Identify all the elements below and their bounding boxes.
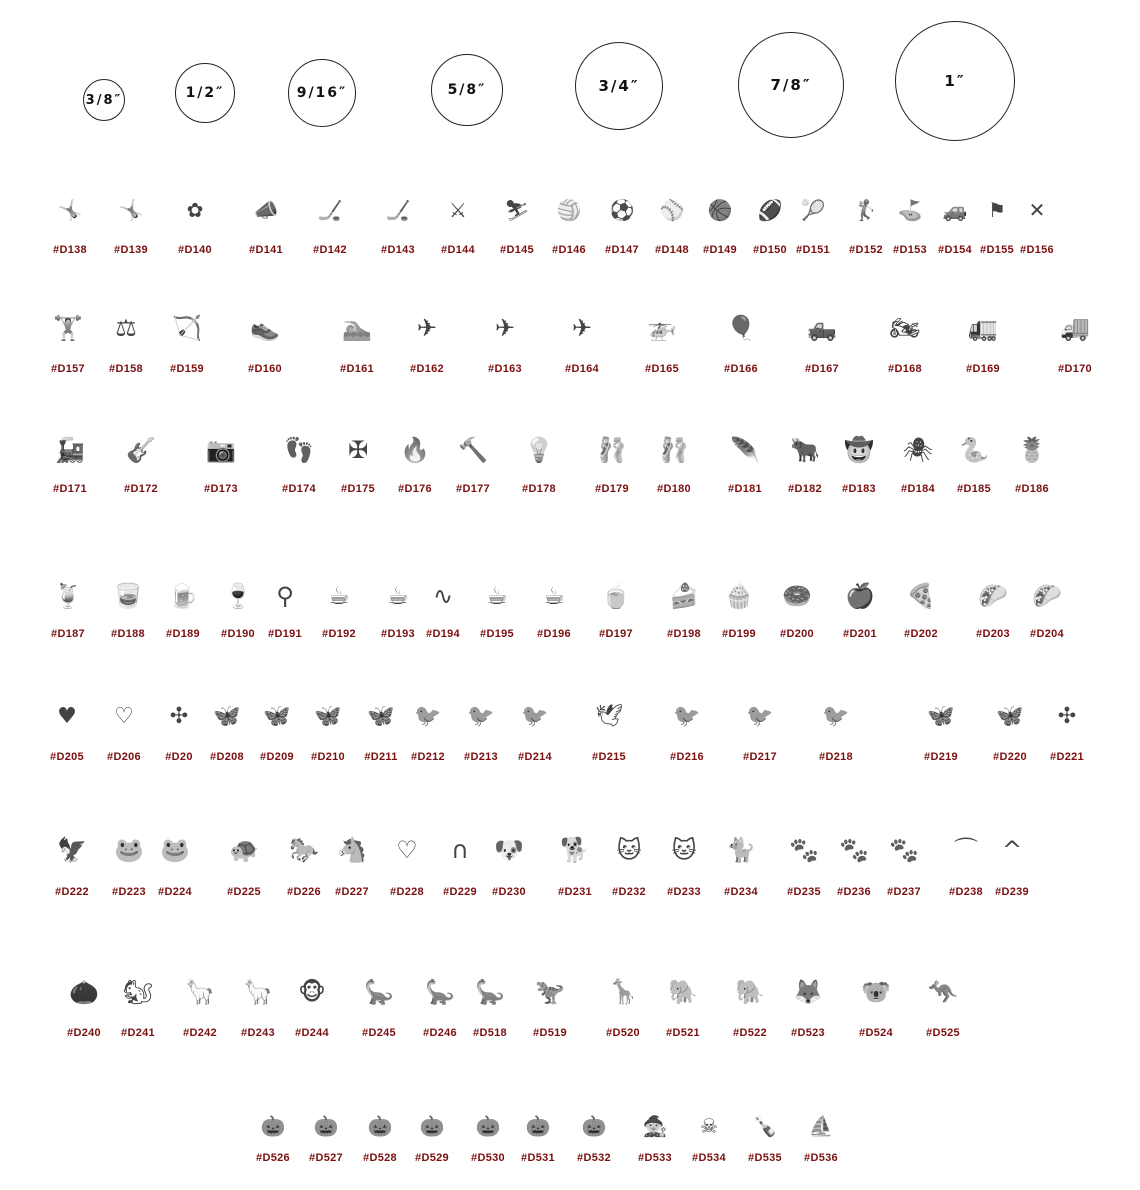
size-circle: 3/8″: [83, 79, 125, 121]
paw-print-icon: 🐾: [789, 836, 819, 864]
butterfly-icon: 🦋: [367, 704, 395, 729]
design-code-label: #D169: [966, 363, 1000, 375]
butterfly-icon: 🦋: [213, 704, 241, 729]
bull-skull-icon: 🐂: [790, 436, 820, 464]
design-code-label: #D210: [311, 751, 345, 763]
design-code-label: #D162: [410, 363, 444, 375]
design-code-label: #D174: [282, 483, 316, 495]
dinosaur-icon: 🦕: [364, 978, 394, 1006]
lacrosse-sticks-icon: ⚔: [449, 198, 467, 222]
stegosaurus-icon: 🦕: [425, 978, 455, 1006]
design-code-label: #D184: [901, 483, 935, 495]
pizza-slice-icon: 🍕: [906, 582, 936, 610]
bird-icon: 🐦: [822, 704, 850, 729]
squirrel-icon: 🐿: [122, 978, 154, 1006]
design-code-label: #D241: [121, 1027, 155, 1039]
design-code-label: #D147: [605, 244, 639, 256]
paw-print-icon: 🐾: [839, 836, 869, 864]
design-code-label: #D179: [595, 483, 629, 495]
design-code-label: #D177: [456, 483, 490, 495]
design-code-label: #D145: [500, 244, 534, 256]
size-circle: 9/16″: [288, 59, 356, 127]
puppy-icon: 🐕: [560, 836, 590, 864]
design-code-label: #D233: [667, 886, 701, 898]
bird-icon: 🐦: [673, 704, 701, 729]
design-code-label: #D157: [51, 363, 85, 375]
design-code-label: #D198: [667, 628, 701, 640]
frog-icon: 🐸: [114, 836, 144, 864]
design-code-label: #D216: [670, 751, 704, 763]
design-code-label: #D181: [728, 483, 762, 495]
dragonfly-icon: ✣: [169, 704, 189, 729]
koala-icon: 🐨: [861, 978, 891, 1006]
witch-hat-icon: 🧙: [642, 1114, 668, 1138]
design-code-label: #D153: [893, 244, 927, 256]
hockey-sticks-icon: 🏒: [385, 198, 411, 222]
design-code-label: #D194: [426, 628, 460, 640]
design-code-label: #D180: [657, 483, 691, 495]
pineapple-icon: 🍍: [1017, 436, 1047, 464]
design-code-label: #D520: [606, 1027, 640, 1039]
design-code-label: #D182: [788, 483, 822, 495]
design-code-label: #D222: [55, 886, 89, 898]
design-code-label: #D148: [655, 244, 689, 256]
jack-o-lantern-icon: 🎃: [525, 1114, 551, 1138]
monkey-icon: 🐵: [298, 978, 326, 1006]
bird-icon: 🐦: [746, 704, 774, 729]
design-code-label: #D167: [805, 363, 839, 375]
design-code-label: #D144: [441, 244, 475, 256]
running-horse-icon: 🐎: [289, 836, 319, 864]
tanker-truck-icon: 🚚: [1060, 314, 1090, 342]
fire-badge-icon: ✠: [347, 436, 369, 464]
design-code-label: #D526: [256, 1152, 290, 1164]
design-code-label: #D532: [577, 1152, 611, 1164]
design-code-label: #D191: [268, 628, 302, 640]
design-code-label: #D199: [722, 628, 756, 640]
horse-heart-icon: ♡: [396, 836, 418, 864]
design-code-label: #D192: [322, 628, 356, 640]
design-code-label: #D172: [124, 483, 158, 495]
baseball-icon: ⚾: [659, 198, 685, 222]
steaming-mug-icon: ☕: [486, 582, 508, 610]
dinosaur-icon: 🦕: [475, 978, 505, 1006]
size-circle: 7/8″: [738, 32, 844, 138]
ballet-shoes-icon: 🩰: [597, 436, 627, 464]
design-code-label: #D521: [666, 1027, 700, 1039]
design-code-label: #D237: [887, 886, 921, 898]
design-code-label: #D524: [859, 1027, 893, 1039]
cowboy-hat-icon: 🤠: [844, 436, 874, 464]
design-code-label: #D243: [241, 1027, 275, 1039]
design-code-label: #D229: [443, 886, 477, 898]
snake-icon: 🐍: [959, 436, 989, 464]
design-code-label: #D214: [518, 751, 552, 763]
gymnast-icon: 🤸: [57, 198, 83, 222]
design-code-label: #D138: [53, 244, 87, 256]
dotted-heart-icon: ♡: [114, 704, 134, 729]
design-code-label: #D223: [112, 886, 146, 898]
llama-icon: 🦙: [243, 978, 273, 1006]
design-code-label: #D209: [260, 751, 294, 763]
coffee-cup-icon: ☕: [328, 582, 350, 610]
corkscrew-icon: ⚲: [276, 582, 294, 610]
wine-glass-icon: 🍷: [223, 582, 253, 610]
jet-icon: ✈: [571, 314, 593, 342]
steam-icon: ∿: [432, 582, 454, 610]
design-code-label: #D220: [993, 751, 1027, 763]
design-code-label: #D531: [521, 1152, 555, 1164]
design-code-label: #D213: [464, 751, 498, 763]
design-code-label: #D143: [381, 244, 415, 256]
pumpkin-icon: 🎃: [260, 1114, 286, 1138]
design-code-label: #D202: [904, 628, 938, 640]
cheerleader-icon: 🤸: [118, 198, 144, 222]
design-code-label: #D168: [888, 363, 922, 375]
design-code-label: #D140: [178, 244, 212, 256]
small-plane-icon: ✈: [494, 314, 516, 342]
bottle-icon: 🍾: [752, 1114, 778, 1138]
design-code-label: #D170: [1058, 363, 1092, 375]
design-code-label: #D234: [724, 886, 758, 898]
fox-icon: 🦊: [793, 978, 823, 1006]
design-code-label: #D218: [819, 751, 853, 763]
pom-pom-icon: ✿: [186, 198, 204, 222]
basketball-icon: 🏀: [707, 198, 733, 222]
design-code-label: #D187: [51, 628, 85, 640]
donut-icon: 🍩: [782, 582, 812, 610]
hummingbird-icon: 🐦: [467, 704, 495, 729]
design-code-label: #D160: [248, 363, 282, 375]
bow-arrow-icon: 🏹: [172, 314, 202, 342]
heart-mug-icon: ☕: [387, 582, 409, 610]
design-code-label: #D523: [791, 1027, 825, 1039]
tennis-racket-icon: 🎾: [800, 198, 826, 222]
golf-flag-icon: ⚑: [988, 198, 1006, 222]
design-code-label: #D246: [423, 1027, 457, 1039]
size-circle: 3/4″: [575, 42, 663, 130]
design-code-label: #D533: [638, 1152, 672, 1164]
volleyball-icon: 🏐: [556, 198, 582, 222]
design-code-label: #D240: [67, 1027, 101, 1039]
design-code-label: #D236: [837, 886, 871, 898]
design-code-label: #D534: [692, 1152, 726, 1164]
dog-face-icon: 🐶: [494, 836, 524, 864]
design-code-label: #D536: [804, 1152, 838, 1164]
design-code-label: #D203: [976, 628, 1010, 640]
design-code-label: #D163: [488, 363, 522, 375]
taco-icon: 🌮: [978, 582, 1008, 610]
design-code-label: #D519: [533, 1027, 567, 1039]
design-code-label: #D215: [592, 751, 626, 763]
pirate-ship-icon: ⛵: [808, 1114, 834, 1138]
design-code-label: #D152: [849, 244, 883, 256]
design-code-label: #D175: [341, 483, 375, 495]
design-code-label: #D188: [111, 628, 145, 640]
design-code-label: #D146: [552, 244, 586, 256]
design-code-label: #D518: [473, 1027, 507, 1039]
design-code-label: #D244: [295, 1027, 329, 1039]
design-code-label: #D530: [471, 1152, 505, 1164]
design-code-label: #D217: [743, 751, 777, 763]
tea-bag-icon: 🍵: [601, 582, 631, 610]
design-code-label: #D171: [53, 483, 87, 495]
acorn-icon: 🌰: [69, 978, 99, 1006]
design-code-label: #D225: [227, 886, 261, 898]
design-code-label: #D190: [221, 628, 255, 640]
design-code-label: #D189: [166, 628, 200, 640]
design-code-label: #D195: [480, 628, 514, 640]
design-code-label: #D150: [753, 244, 787, 256]
design-code-label: #D176: [398, 483, 432, 495]
golf-club-icon: 🏌: [853, 198, 879, 222]
design-code-label: #D151: [796, 244, 830, 256]
design-code-label: #D196: [537, 628, 571, 640]
design-code-label: #D527: [309, 1152, 343, 1164]
design-code-label: #D219: [924, 751, 958, 763]
jack-o-lantern-icon: 🎃: [475, 1114, 501, 1138]
design-code-label: #D238: [949, 886, 983, 898]
design-code-label: #D141: [249, 244, 283, 256]
design-code-label: #D156: [1020, 244, 1054, 256]
cupcake-icon: 🧁: [724, 582, 754, 610]
beer-mug-icon: 🍺: [168, 582, 198, 610]
size-circle: 5/8″: [431, 54, 503, 126]
design-code-label: #D154: [938, 244, 972, 256]
heart-butterfly-icon: 🦋: [263, 704, 291, 729]
paw-heart-icon: 🐾: [889, 836, 919, 864]
design-code-label: #D186: [1015, 483, 1049, 495]
design-code-label: #D193: [381, 628, 415, 640]
hummingbird-icon: 🐦: [521, 704, 549, 729]
design-code-label: #D529: [415, 1152, 449, 1164]
design-code-label: #D165: [645, 363, 679, 375]
eagle-head-icon: 🦅: [57, 836, 87, 864]
golf-tees-icon: ✕: [1028, 198, 1046, 222]
hockey-sticks-icon: 🏒: [317, 198, 343, 222]
design-code-label: #D20: [165, 751, 193, 763]
guitar-icon: 🎸: [126, 436, 156, 464]
butterfly-icon: 🦋: [314, 704, 342, 729]
flame-icon: 🔥: [400, 436, 430, 464]
elephant-icon: 🐘: [668, 978, 698, 1006]
airplane-icon: ✈: [416, 314, 438, 342]
shot-glass-icon: 🥃: [113, 582, 143, 610]
pumpkin-small-icon: 🎃: [367, 1114, 393, 1138]
design-code-label: #D164: [565, 363, 599, 375]
giraffe-icon: 🦒: [608, 978, 638, 1006]
design-code-label: #D528: [363, 1152, 397, 1164]
design-code-label: #D211: [364, 751, 398, 763]
elephant-small-icon: 🐘: [735, 978, 765, 1006]
cocktail-icon: 🍹: [53, 582, 83, 610]
camera-icon: 📷: [206, 436, 236, 464]
hot-air-balloon-icon: 🎈: [726, 314, 756, 342]
design-code-label: #D242: [183, 1027, 217, 1039]
design-code-label: #D205: [50, 751, 84, 763]
dragonfly-large-icon: ✣: [1057, 704, 1077, 729]
design-code-label: #D158: [109, 363, 143, 375]
pointe-shoes-icon: 🩰: [659, 436, 689, 464]
skull-crossbones-icon: ☠: [700, 1114, 718, 1138]
design-code-label: #D197: [599, 628, 633, 640]
design-code-label: #D235: [787, 886, 821, 898]
pumpkin-icon: 🎃: [313, 1114, 339, 1138]
design-code-label: #D161: [340, 363, 374, 375]
design-code-label: #D212: [411, 751, 445, 763]
design-code-label: #D149: [703, 244, 737, 256]
design-code-label: #D185: [957, 483, 991, 495]
taco-large-icon: 🌮: [1032, 582, 1062, 610]
pickup-truck-icon: 🛻: [807, 314, 837, 342]
design-code-label: #D245: [362, 1027, 396, 1039]
design-code-label: #D226: [287, 886, 321, 898]
golf-ball-icon: ⛳: [897, 198, 923, 222]
tiny-heart-icon: ♥: [57, 704, 77, 729]
jack-o-lantern-icon: 🎃: [581, 1114, 607, 1138]
football-icon: 🏈: [757, 198, 783, 222]
barbell-icon: 🏋: [53, 314, 83, 342]
design-code-label: #D224: [158, 886, 192, 898]
hammer-icon: 🔨: [458, 436, 488, 464]
design-code-label: #D204: [1030, 628, 1064, 640]
cat-outline-icon: ^: [1001, 836, 1023, 864]
size-circle: 1/2″: [175, 63, 235, 123]
design-code-label: #D525: [926, 1027, 960, 1039]
frog-leaves-icon: 🐸: [160, 836, 190, 864]
cat-face-icon: 🐱: [671, 836, 697, 864]
design-code-label: #D239: [995, 886, 1029, 898]
horseshoe-icon: ∩: [451, 836, 469, 864]
sitting-cat-icon: 🐈: [726, 836, 756, 864]
llama-icon: 🦙: [185, 978, 215, 1006]
horse-head-icon: 🐴: [337, 836, 367, 864]
kangaroo-icon: 🦘: [928, 978, 958, 1006]
cat-face-icon: 🐱: [616, 836, 642, 864]
swimmer-icon: 🏊: [342, 314, 372, 342]
t-rex-icon: 🦖: [535, 978, 565, 1006]
pumpkin-icon: 🎃: [419, 1114, 445, 1138]
design-code-label: #D155: [980, 244, 1014, 256]
helicopter-icon: 🚁: [647, 314, 677, 342]
design-code-label: #D227: [335, 886, 369, 898]
spider-icon: 🕷: [902, 436, 934, 464]
design-code-label: #D231: [558, 886, 592, 898]
semi-truck-icon: 🚛: [968, 314, 998, 342]
cardinal-icon: 🐦: [414, 704, 442, 729]
design-code-label: #D232: [612, 886, 646, 898]
design-code-label: #D206: [107, 751, 141, 763]
megaphone-icon: 📣: [253, 198, 279, 222]
design-code-label: #D201: [843, 628, 877, 640]
golf-cart-icon: 🚙: [942, 198, 968, 222]
semicolon-butterfly-icon: 🦋: [996, 704, 1024, 729]
coffee-cup-small-icon: ☕: [543, 582, 565, 610]
size-circle: 1″: [895, 21, 1015, 141]
design-code-label: #D178: [522, 483, 556, 495]
soccer-ball-icon: ⚽: [609, 198, 635, 222]
butterfly-large-icon: 🦋: [927, 704, 955, 729]
design-code-label: #D200: [780, 628, 814, 640]
train-icon: 🚂: [55, 436, 85, 464]
design-code-label: #D173: [204, 483, 238, 495]
dumbbell-icon: ⚖: [115, 314, 137, 342]
design-code-label: #D228: [390, 886, 424, 898]
dog-outline-icon: ⌒: [954, 836, 978, 864]
design-code-label: #D208: [210, 751, 244, 763]
design-code-label: #D183: [842, 483, 876, 495]
design-code-label: #D159: [170, 363, 204, 375]
turtle-icon: 🐢: [229, 836, 259, 864]
feather-icon: 🪶: [730, 436, 760, 464]
design-code-label: #D221: [1050, 751, 1084, 763]
motorcycle-icon: 🏍: [889, 314, 921, 342]
winged-shoe-icon: 👟: [250, 314, 280, 342]
design-code-label: #D142: [313, 244, 347, 256]
dove-icon: 🕊: [595, 704, 623, 729]
skis-icon: ⛷: [504, 198, 530, 222]
design-code-label: #D522: [733, 1027, 767, 1039]
light-bulb-icon: 💡: [524, 436, 554, 464]
boot-prints-icon: 👣: [284, 436, 314, 464]
design-code-label: #D139: [114, 244, 148, 256]
design-code-label: #D166: [724, 363, 758, 375]
apple-icon: 🍎: [845, 582, 875, 610]
design-code-label: #D230: [492, 886, 526, 898]
design-code-label: #D535: [748, 1152, 782, 1164]
cake-slice-icon: 🍰: [669, 582, 699, 610]
